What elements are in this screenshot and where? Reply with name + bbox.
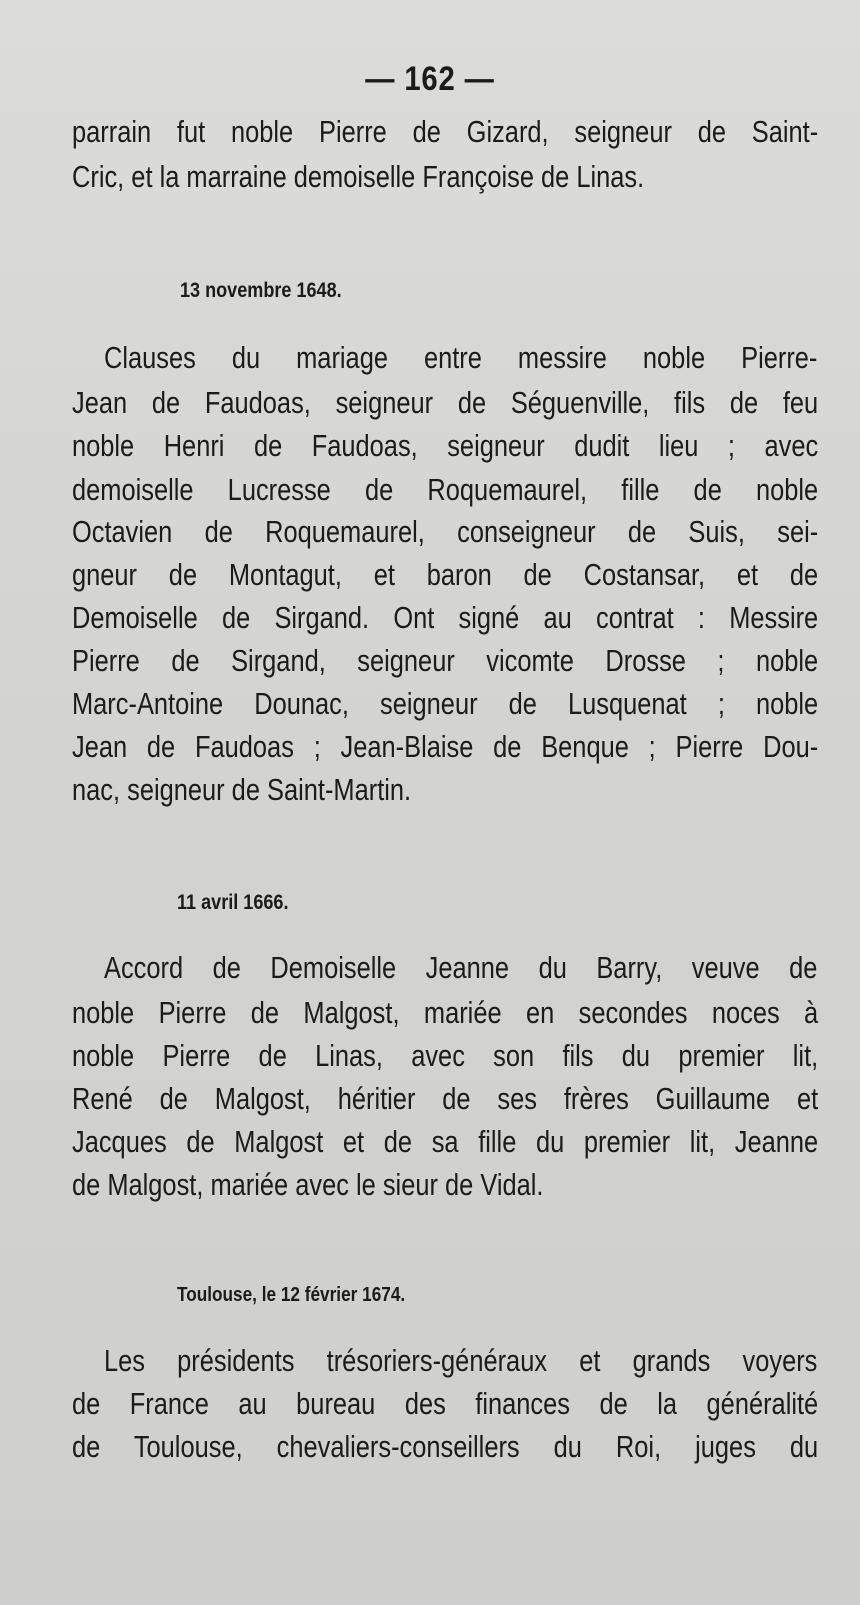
text-line: Marc-Antoine Dounac, seigneur de Lusquenat ; noble [72, 686, 819, 721]
entry-date: 11 avril 1666. [177, 891, 289, 914]
entry-date: 13 novembre 1648. [180, 279, 342, 302]
text-line: parrain fut noble Pierre de Gizard, seigneur de Saint- [72, 114, 819, 149]
text-line: noble Pierre de Malgost, mariée en secondes noces à [72, 995, 819, 1030]
text-line: Cric, et la marraine demoiselle Françoise de Linas. [72, 159, 645, 194]
text-line: noble Pierre de Linas, avec son fils du premier lit, [72, 1038, 819, 1073]
text-line: de Malgost, mariée avec le sieur de Vidal. [72, 1167, 544, 1202]
text-line: Accord de Demoiselle Jeanne du Barry, veuve de [104, 950, 818, 985]
text-line: Jean de Faudoas ; Jean-Blaise de Benque ; Pierre Dou- [72, 729, 819, 764]
text-line: Jean de Faudoas, seigneur de Séguenville, fils de feu [72, 385, 819, 420]
page-number: — 162 — [365, 60, 495, 98]
text-line: Les présidents trésoriers-généraux et grands voyers [104, 1343, 818, 1378]
text-line: noble Henri de Faudoas, seigneur dudit lieu ; avec [72, 428, 819, 463]
text-line: de Toulouse, chevaliers-conseillers du Roi, juges du [72, 1429, 819, 1464]
text-line: Octavien de Roquemaurel, conseigneur de Suis, sei- [72, 514, 819, 549]
entry-date: Toulouse, le 12 février 1674. [177, 1284, 406, 1306]
text-line: Clauses du mariage entre messire noble Pierre- [104, 340, 818, 375]
text-line: Jacques de Malgost et de sa fille du premier lit, Jeanne [72, 1124, 819, 1159]
text-line: Pierre de Sirgand, seigneur vicomte Drosse ; noble [72, 643, 819, 678]
text-line: de France au bureau des finances de la généralité [72, 1386, 819, 1421]
text-line: Demoiselle de Sirgand. Ont signé au contrat : Messire [72, 600, 819, 635]
text-line: gneur de Montagut, et baron de Costansar, et de [72, 557, 819, 592]
text-line: demoiselle Lucresse de Roquemaurel, fille de noble [72, 472, 819, 507]
text-line: nac, seigneur de Saint-Martin. [72, 772, 412, 807]
text-line: René de Malgost, héritier de ses frères Guillaume et [72, 1081, 819, 1116]
